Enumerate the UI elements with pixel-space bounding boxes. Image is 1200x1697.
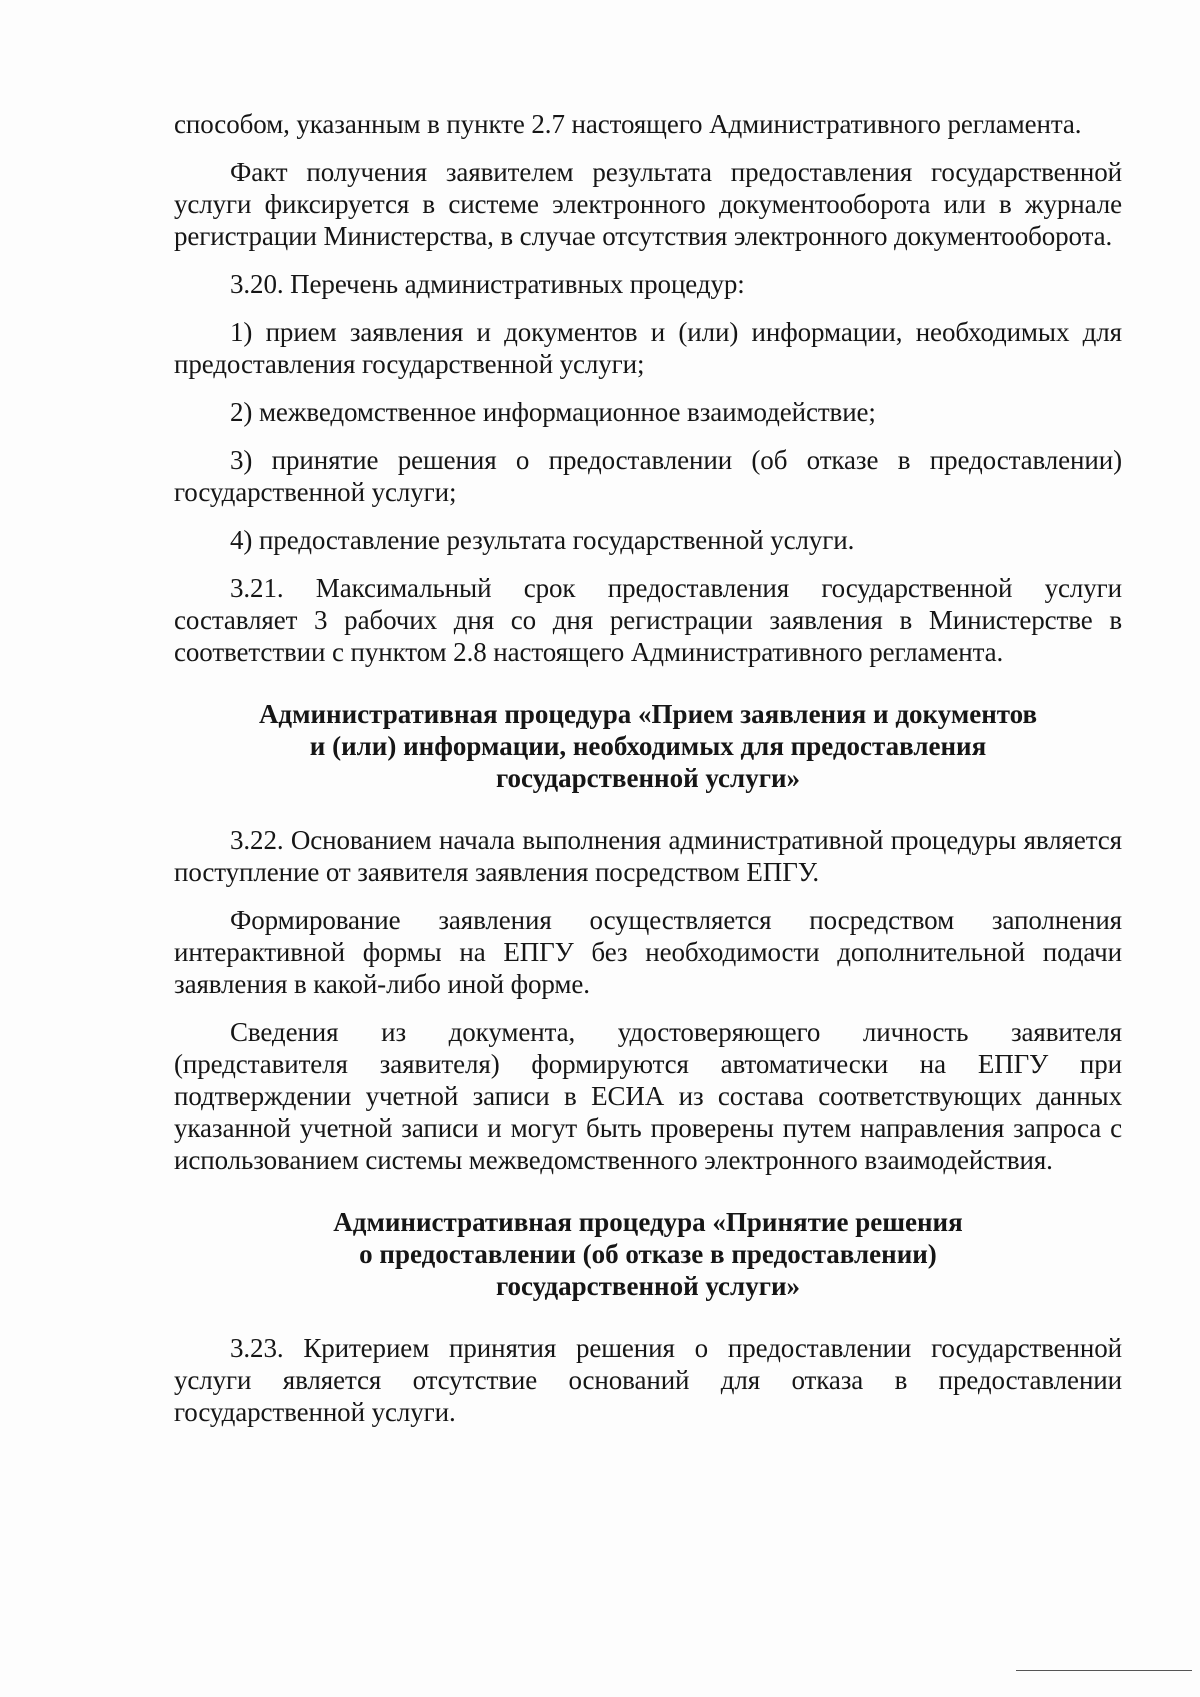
list-item-2: 2) межведомственное информационное взаимодействие; [230, 397, 876, 427]
section-heading-decision [174, 1206, 1122, 1302]
heading-line: Административная процедура «Принятие решения [333, 1207, 963, 1237]
paragraph-3-21: 3.21. Максимальный срок предоставления государственной услуги составляет 3 рабочих дня со дня регистрации заявления в Министерстве в соответствии с пунктом 2.8 настоящего Административного регламента. [174, 573, 1122, 667]
heading-line: и (или) информации, необходимых для предоставления [309, 731, 987, 761]
paragraph-3-22: 3.22. Основанием начала выполнения административной процедуры является поступление от заявителя заявления посредством ЕПГУ. [174, 825, 1122, 887]
scan-artifact-line [1016, 1670, 1192, 1671]
document-body [174, 108, 1122, 1444]
section-heading-application-intake [174, 698, 1122, 794]
heading-line: Административная процедура «Прием заявления и документов [258, 699, 1038, 729]
paragraph-form-generation: Формирование заявления осуществляется посредством заполнения интерактивной формы на ЕПГУ без необходимости дополнительной подачи заявления в какой-либо иной форме. [174, 905, 1122, 999]
heading-line: государственной услуги» [495, 1271, 801, 1301]
list-item-4: 4) предоставление результата государственной услуги. [230, 525, 855, 555]
paragraph-continuation: способом, указанным в пункте 2.7 настоящего Административного регламента. [174, 109, 1082, 139]
heading-line: государственной услуги» [495, 763, 801, 793]
paragraph-3-23: 3.23. Критерием принятия решения о предоставлении государственной услуги является отсутствие оснований для отказа в предоставлении государственной услуги. [174, 1333, 1122, 1427]
list-item-3: 3) принятие решения о предоставлении (об отказе в предоставлении) государственной услуги; [174, 445, 1122, 507]
paragraph-identity-data: Сведения из документа, удостоверяющего личность заявителя (представителя заявителя) формируются автоматически на ЕПГУ при подтверждении учетной записи в ЕСИА из состава соответствующих данных указанной учетной записи и могут быть проверены путем направления запроса с использованием системы межведомственного электронного взаимодействия. [174, 1017, 1122, 1175]
list-item-1: 1) прием заявления и документов и (или) информации, необходимых для предоставления государственной услуги; [174, 317, 1122, 379]
paragraph-3-20: 3.20. Перечень административных процедур: [230, 269, 745, 299]
heading-line: о предоставлении (об отказе в предоставлении) [359, 1239, 937, 1269]
paragraph-result-receipt: Факт получения заявителем результата предоставления государственной услуги фиксируется в системе электронного документооборота или в журнале регистрации Министерства, в случае отсутствия электронного документооборота. [174, 157, 1122, 251]
